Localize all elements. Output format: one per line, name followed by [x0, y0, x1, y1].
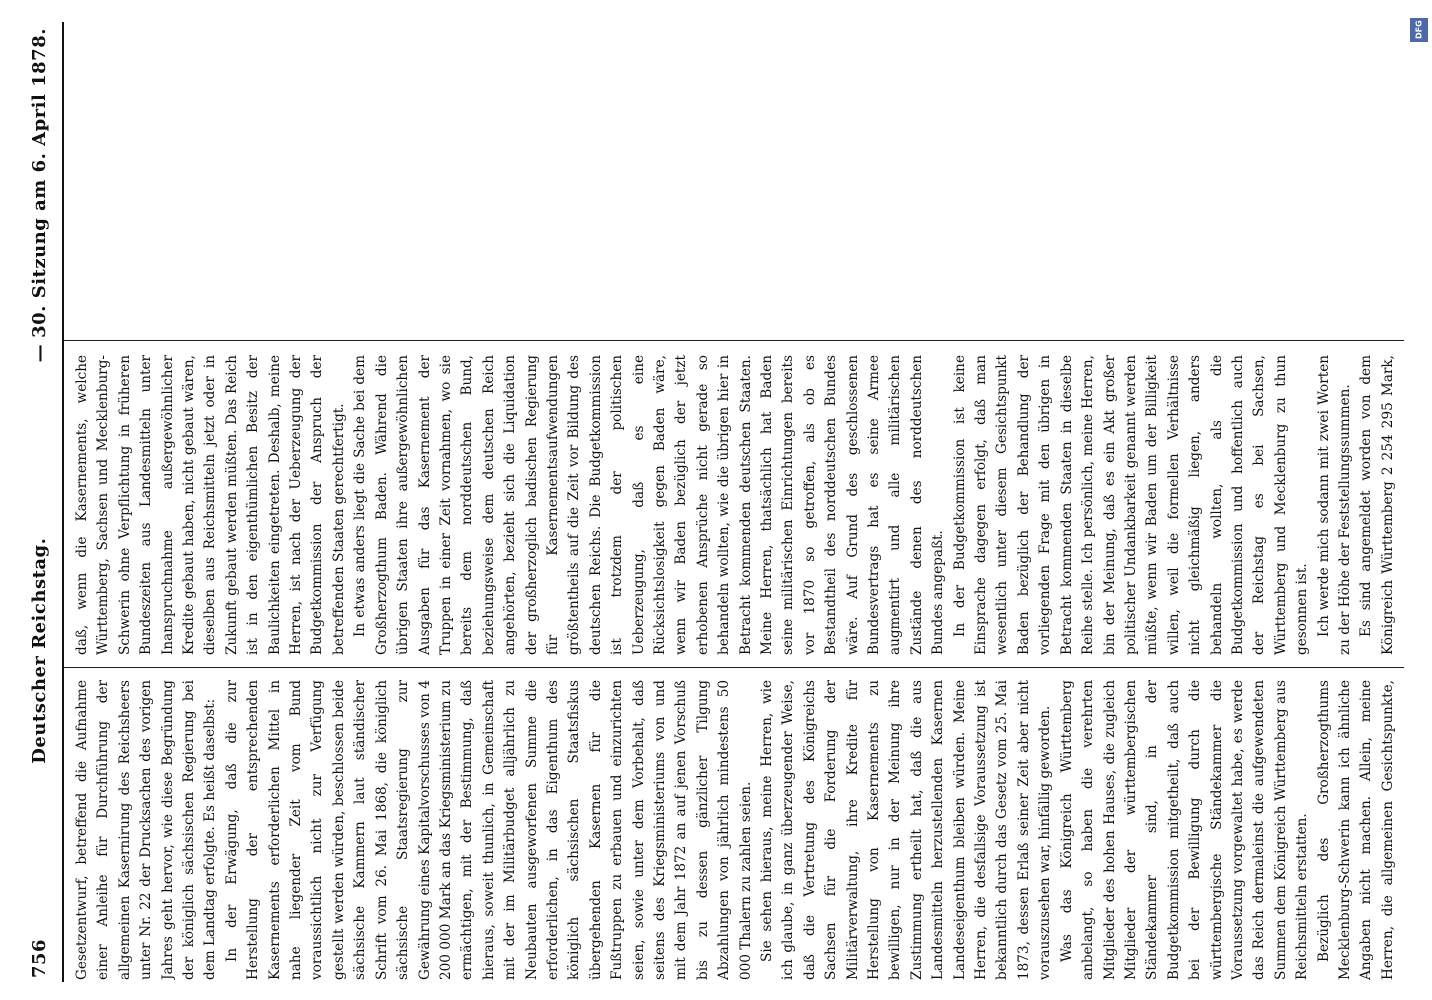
paragraph: In der Budgetkommission ist keine Einsprache dagegen erfolgt, daß man wesentlich unter diesem Gesichtspunkt Baden bezüglich der Behandlung der vorliegenden Frage mit den übrigen in Betracht kommenden Staaten in dieselbe Reihe stelle. Ich persönlich, meine Herren, bin der Meinung, daß es ein Akt großer politischer Undankbarkeit genannt werden müßte, wenn wir Baden um der Billigkeit willen, weil die formellen Verhältnisse nicht gleichmäßig liegen, anders behandeln wollten, als die Budgetkommission und hoffentlich auch der Reichstag es bei Sachsen, Württemberg und Mecklenburg zu thun gesonnen ist. [951, 355, 1311, 655]
header-rule [62, 22, 64, 982]
text-column-overflow [72, 28, 1402, 328]
paragraph: Es sind angemeldet worden von dem Königreich Württemberg 2 254 295 Mark, [1358, 355, 1396, 655]
page-header [18, 28, 60, 978]
page-number: 756 [28, 938, 50, 978]
paragraph: daß, wenn die Kasernements, welche Württemberg, Sachsen und Mecklenburg-Schwerin ohne Verpflichtung in früheren Bundeszeiten aus Landesmitteln unter Inanspruchnahme außergewöhnlicher Kredite gebaut haben, nicht gebaut wären, dieselben aus Reichsmitteln jetzt oder in Zukunft gebaut werden müßten. Das Reich ist in den eigenthümlichen Besitz der Baulichkeiten eingetreten. Deshalb, meine Herren, ist nach der Ueberzeugung der Budgetkommission der Anspruch der betreffenden Staaten gerechtfertigt. [74, 355, 347, 655]
header-left [29, 939, 50, 978]
header-title [29, 538, 50, 764]
paragraph: Ich werde mich sodann mit zwei Worten zu der Höhe der Feststellungssummen. [1315, 355, 1353, 655]
paragraph: Gesetzentwurf, betreffend die Aufnahme einer Anleihe für Durchführung der allgemeinen Kasernirung des Reichsheers unter Nr. 22 der Drucksachen des vorigen Jahres geht hervor, wie diese Begründung der königlich sächsischen Regierung bei dem Landtag erfolgte. Es heißt daselbst: [74, 680, 219, 980]
scanned-page [18, 0, 1418, 1000]
header-right [29, 28, 50, 362]
digitization-credit [1402, 0, 1432, 1000]
text-column-left [72, 680, 1402, 980]
paragraph: Bezüglich des Großherzogthums Mecklenburg-Schwerin kann ich ähnliche Angaben nicht machen. Allein, meine Herren, die allgemeinen Gesichtspunkte, [1315, 680, 1396, 980]
paragraph: In etwas anders liegt die Sache bei dem Großherzogthum Baden. Während die übrigen Staaten ihre außergewöhnlichen Ausgaben für das Kasernement der Truppen in einer Zeit vornahmen, wo sie bereits dem norddeutschen Bund, beziehungsweise dem deutschen Reich angehörten, bezieht sich die Liquidation der großherzoglich badischen Regierung für Kasernementsaufwendungen größtentheils auf die Zeit vor Bildung des deutschen Reichs. Die Budgetkommission ist trotzdem der politischen Ueberzeugung, daß es eine Rücksichtslosigkeit gegen Baden wäre, wenn wir Baden bezüglich der jetzt erhobenen Ansprüche nicht gerade so behandeln wollten, wie die übrigen hier in Betracht kommenden deutschen Staaten. Meine Herren, thatsächlich hat Baden seine militärischen Einrichtungen bereits vor 1870 so getroffen, als ob es Bestandtheil des norddeutschen Bundes wäre. Auf Grund des geschlossenen Bundesvertrags hat es seine Armee augmentirt und alle militärischen Zustände denen des norddeutschen Bundes angepaßt. [352, 355, 947, 655]
dfg-logo-icon [1410, 18, 1428, 42]
dfg-logo-label: DFG [1414, 20, 1424, 40]
text-column-right [72, 355, 1402, 655]
journal-title: Deutscher Reichstag. [28, 537, 50, 764]
paragraph: Was das Königreich Württemberg anbelangt, so haben die verehrten Mitglieder des hohen Hauses, die zugleich Mitglieder der württembergischen Ständekammer sind, in der Budgetkommission mitgetheilt, daß auch bei der Bewilligung durch die württembergische Ständekammer die Voraussetzung vorgewaltet habe, es werde das Reich dermaleinst die aufgewendeten Summen dem Königreich Württemberg aus Reichsmitteln erstatten. [1058, 680, 1311, 980]
column-divider [64, 340, 1404, 341]
paragraph: In der Erwägung, daß die zur Herstellung der entsprechenden Kasernements erforderlichen Mittel in nahe liegender Zeit vom Bund voraussichtlich nicht zur Verfügung gestellt werden würden, beschlossen beide sächsische Kammern laut ständischer Schrift vom 26. Mai 1868, die königlich sächsische Staatsregierung zur Gewährung eines Kapitalvorschusses von 4 200 000 Mark an das Kriegsministerium zu ermächtigen, mit der Bestimmung, daß hieraus, soweit thunlich, in Gemeinschaft mit der im Militärbudget alljährlich zu Neubauten ausgeworfenen Summe die erforderlichen, in das Eigenthum des königlich sächsischen Staatsfiskus übergehenden Kasernen für die Fußtruppen zu erbauen und einzurichten seien, sowie unter dem Vorbehalt, daß seitens des Kriegsministeriums von und mit dem Jahr 1872 an auf jenen Vorschuß bis zu dessen gänzlicher Tilgung Abzahlungen von jährlich mindestens 50 000 Thalern zu zahlen seien. [223, 680, 754, 980]
paragraph: Sie sehen hieraus, meine Herren, wie ich glaube, in ganz überzeugender Weise, daß die Vertretung des Königreichs Sachsen für die Forderung der Militärverwaltung, ihre Kredite für Herstellung von Kasernements zu bewilligen, nur in der Meinung ihre Zustimmung ertheilt hat, daß die aus Landesmitteln herzustellenden Kasernen Landeseigenthum bleiben würden. Meine Herren, die desfallsige Voraussetzung ist bekanntlich durch das Gesetz vom 25. Mai 1873, dessen Erlaß seiner Zeit aber nicht vorauszusehen war, hinfällig geworden. [759, 680, 1054, 980]
header-dash: — [28, 343, 50, 363]
column-divider [64, 667, 1404, 668]
session-line: 30. Sitzung am 6. April 1878. [28, 28, 50, 338]
